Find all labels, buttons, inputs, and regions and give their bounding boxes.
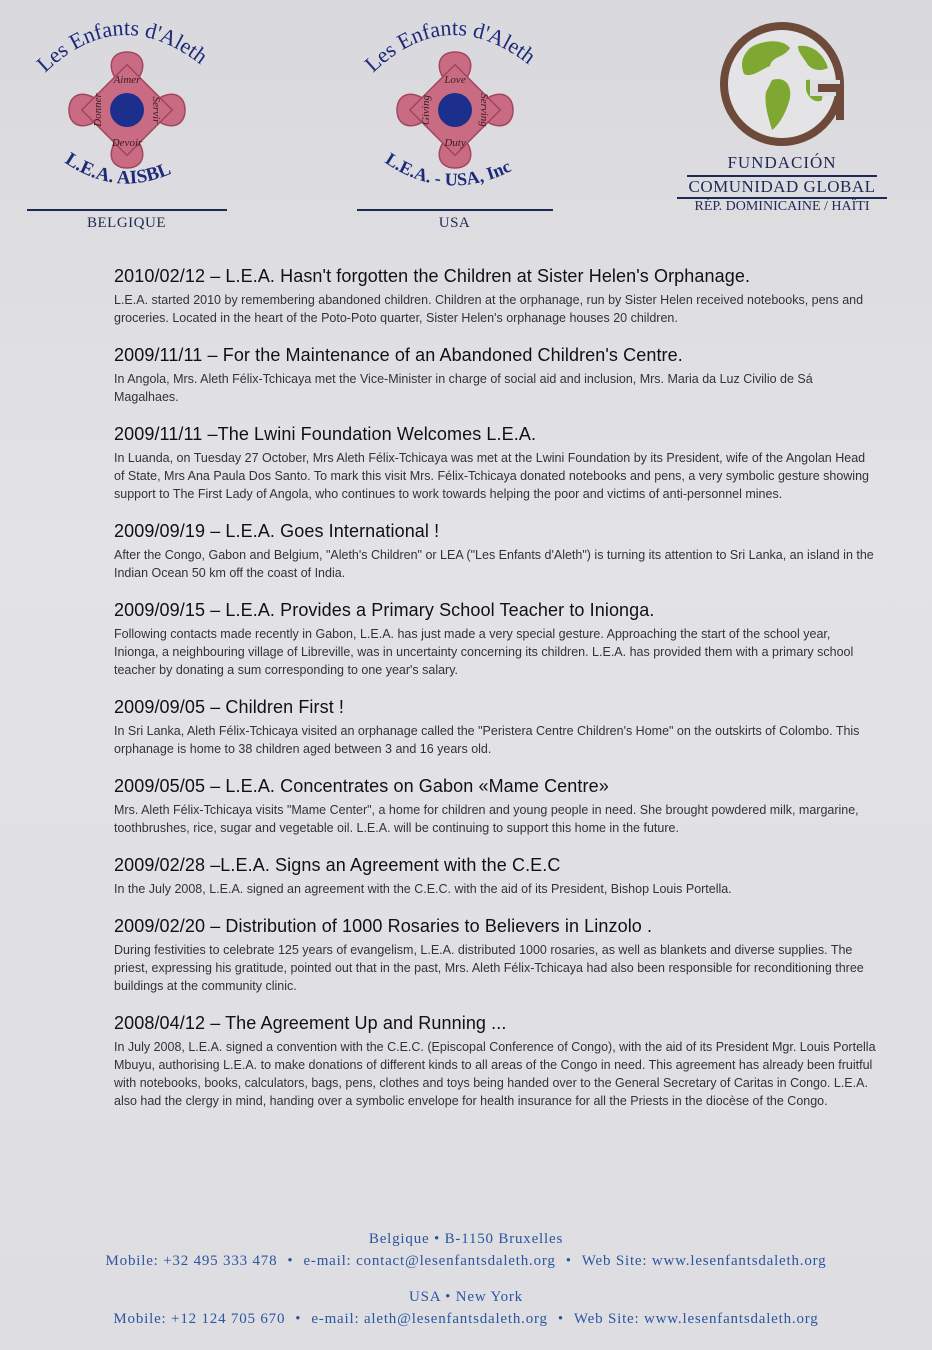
logo-fundacion: [672, 14, 892, 215]
news-item: [114, 600, 876, 679]
svg-text:Donner: Donner: [92, 93, 104, 127]
svg-text:Devoir: Devoir: [111, 137, 143, 149]
news-item: [114, 776, 876, 837]
news-body: L.E.A. started 2010 by remembering abandoned children. Children at the orphanage, run by Sister Helen received notebooks, pens and groceries. Located in the heart of the Poto-Poto quarter, Sister Helen's orphanage houses 20 children.: [114, 293, 864, 325]
news-body: In Sri Lanka, Aleth Félix-Tchicaya visited an orphanage called the "Peristera Centre Children's Home" on the outskirts of Colombo. This orphanage is home to 38 children aged between 3 and 16 years old.: [114, 724, 860, 756]
news-body: Mrs. Aleth Félix-Tchicaya visits "Mame Center", a home for children and young people in need. She brought powdered milk, margarine, toothbrushes, rice, sugar and vegetable oil. L.E.A. will be continuing to support this home in the future.: [114, 803, 859, 835]
news-body: In July 2008, L.E.A. signed a convention with the C.E.C. (Episcopal Conference of Congo), with the aid of its President Mgr. Louis Portella Mbuyu, authorising L.E.A. to make donations of different kinds to all areas of the Congo in need. This agreement has already been fruitful with notebooks, books, calculators, bags, pens, clothes and toys being handed over to the General Secretary of Caritas in Congo. L.E.A. also had the clergy in mind, handing over a symbolic envelope for health insurance for all the Priests in the diocèse of the Congo.: [114, 1040, 876, 1108]
footer-usa-location: USA • New York: [409, 1289, 523, 1305]
news-item: [114, 916, 876, 995]
news-body: During festivities to celebrate 125 years of evangelism, L.E.A. distributed 1000 rosaries, as well as blankets and diverse supplies. The priest, expressing his gratitude, pointed out that in the past, Mrs. Aleth Félix-Tchicaya had also been responsible for reconditioning three buildings at the community clinic.: [114, 943, 864, 993]
news-headline: 2009/11/11 – For the Maintenance of an Abandoned Children's Centre.: [114, 345, 683, 365]
news-headline: 2009/05/05 – L.E.A. Concentrates on Gabon «Mame Centre»: [114, 776, 609, 796]
news-list: [114, 266, 876, 1128]
news-headline: 2009/02/28 –L.E.A. Signs an Agreement with the C.E.C: [114, 855, 561, 875]
news-item: [114, 1013, 876, 1110]
news-item: [114, 855, 876, 898]
center-dot: [438, 93, 472, 127]
news-item: [114, 697, 876, 758]
news-item: [114, 424, 876, 503]
footer-usa-website-link[interactable]: Web Site: www.lesenfantsdaleth.org: [573, 1311, 819, 1327]
svg-text:Aimer: Aimer: [113, 74, 141, 86]
belgique-arc-text: Les Enfants d'Aleth: [31, 14, 213, 77]
news-body: In Luanda, on Tuesday 27 October, Mrs Aleth Félix-Tchicaya was met at the Lwini Foundation by its President, wife of the Angolan Head of State, Mrs Ana Paula Dos Santo. To mark this visit Mrs. Félix-Tchicaya donated notebooks and pens, a very symbolic gesture showing support to The First Lady of Angola, who continues to work towards helping the poor and victims of anti-personnel mines.: [114, 451, 869, 501]
svg-text:Serving: Serving: [478, 93, 490, 127]
news-body: In Angola, Mrs. Aleth Félix-Tchicaya met the Vice-Minister in charge of social aid and inclusion, Mrs. Maria da Luz Civilio de Sá Magalhaes.: [114, 372, 813, 404]
footer-usa-contact: Mobile: +12 124 705 670 • e-mail: aleth@lesenfantsdaleth.org • Web Site: www.lesenfantsdaleth.org: [113, 1311, 819, 1327]
center-dot: [110, 93, 144, 127]
globe-icon: [712, 18, 852, 153]
footer: [0, 1228, 932, 1344]
flower-emblem: [397, 52, 513, 168]
svg-text:Love: Love: [444, 74, 466, 86]
logo-belgique: [24, 14, 229, 232]
footer-belgium-email-link[interactable]: e-mail: contact@lesenfantsdaleth.org: [303, 1253, 556, 1269]
footer-belgium-contact: Mobile: +32 495 333 478 • e-mail: contact@lesenfantsdaleth.org • Web Site: www.lesenfantsdaleth.org: [105, 1253, 827, 1269]
footer-belgium-website-link[interactable]: Web Site: www.lesenfantsdaleth.org: [581, 1253, 827, 1269]
fundacion-subtitle: COMUNIDAD GLOBAL: [688, 177, 876, 196]
news-headline: 2009/09/05 – Children First !: [114, 697, 345, 717]
news-headline: 2009/02/20 – Distribution of 1000 Rosaries to Believers in Linzolo .: [114, 916, 653, 936]
footer-belgium-location: Belgique • B-1150 Bruxelles: [368, 1231, 564, 1247]
news-item: [114, 521, 876, 582]
fundacion-country: RÉP. DOMINICAINE / HAÏTI: [694, 199, 870, 214]
news-headline: 2009/09/15 – L.E.A. Provides a Primary School Teacher to Inionga.: [114, 600, 655, 620]
news-body: After the Congo, Gabon and Belgium, "Aleth's Children" or LEA ("Les Enfants d'Aleth") is turning its attention to Sri Lanka, an island in the Indian Ocean 50 km off the coast of India.: [114, 548, 874, 580]
flower-emblem: [69, 52, 185, 168]
news-body: Following contacts made recently in Gabon, L.E.A. has just made a very special gesture. Approaching the start of the school year, Inionga, a neighbouring village of Libreville, was in uncertainty concerning its children. L.E.A. has provided them with a primary school teacher by donating a sum corresponding to one year's salary.: [114, 627, 854, 677]
lea-belgique-logo: [24, 14, 229, 204]
svg-text:Giving: Giving: [420, 95, 432, 125]
news-headline: 2009/09/19 – L.E.A. Goes International !: [114, 521, 440, 541]
usa-bottom-text: L.E.A. - USA, Inc: [381, 148, 514, 190]
lea-usa-logo: [352, 14, 557, 204]
belgique-bottom-text: L.E.A. AISBL: [61, 148, 174, 189]
fundacion-title: FUNDACIÓN: [727, 153, 837, 172]
news-headline: 2009/11/11 –The Lwini Foundation Welcomes L.E.A.: [114, 424, 537, 444]
news-item: [114, 266, 876, 327]
news-body: In the July 2008, L.E.A. signed an agreement with the C.E.C. with the aid of its President, Bishop Louis Portella.: [114, 882, 732, 896]
logo-caption-usa: USA: [438, 215, 471, 231]
logo-caption-belgique: BELGIQUE: [87, 215, 166, 231]
logo-usa: [352, 14, 557, 232]
usa-arc-text: Les Enfants d'Aleth: [359, 14, 541, 77]
footer-usa-mobile: Mobile: +12 124 705 670: [113, 1311, 286, 1327]
news-headline: 2008/04/12 – The Agreement Up and Running ...: [114, 1013, 507, 1033]
footer-belgium-mobile: Mobile: +32 495 333 478: [105, 1253, 278, 1269]
footer-usa-email-link[interactable]: e-mail: aleth@lesenfantsdaleth.org: [311, 1311, 548, 1327]
news-headline: 2010/02/12 – L.E.A. Hasn't forgotten the Children at Sister Helen's Orphanage.: [114, 266, 751, 286]
svg-text:Servir: Servir: [150, 96, 162, 124]
svg-text:Duty: Duty: [444, 137, 466, 149]
news-item: [114, 345, 876, 406]
